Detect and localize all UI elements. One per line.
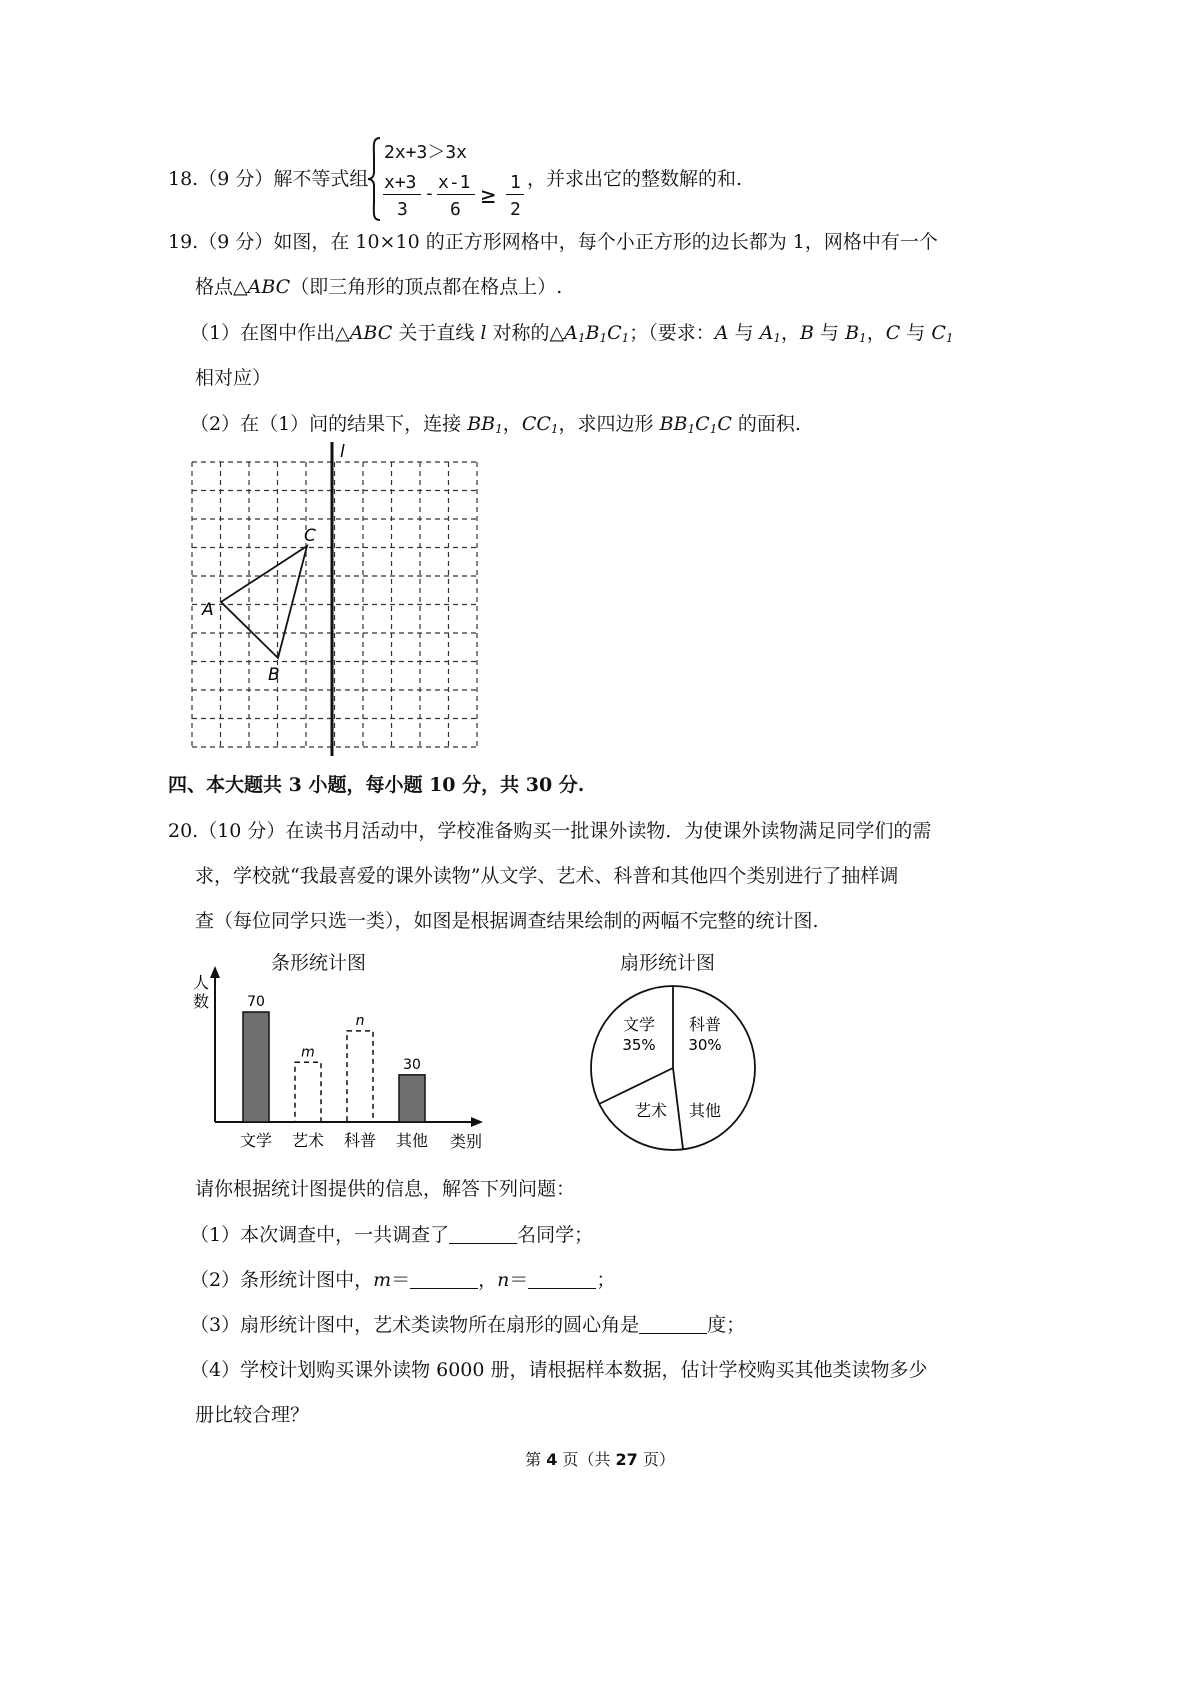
q20-sub-2-comma: ，: [478, 1269, 498, 1291]
bar-category-label-1: 文学: [239, 1131, 273, 1150]
pie-slice-label-4: 艺术: [634, 1101, 668, 1120]
q18-fraction-1-num: x+3: [384, 172, 417, 193]
bar-chart-title: 条形统计图: [271, 952, 367, 974]
q19-p2-c: 的面积.: [731, 413, 801, 435]
pie-slice-label-2: 科普: [688, 1015, 722, 1034]
q19-p1-with-b: 与: [813, 322, 846, 344]
q20-sub-3: [190, 1315, 745, 1335]
q18-fraction-2-num: x-1: [438, 172, 471, 193]
section-4-heading: 四、本大题共 3 小题，每小题 10 分，共 30 分.: [168, 774, 585, 796]
q19-p1-e: 对称的△: [486, 322, 565, 344]
q18-fraction-1-bar: [383, 194, 421, 195]
q18-fraction-3-bar: [506, 194, 524, 195]
q18-fraction-2-den: 6: [450, 199, 461, 220]
x-axis-arrow: [471, 1117, 483, 1127]
pie-divider-bottom: [673, 1068, 683, 1149]
pie-slice-percent-1: 35%: [622, 1036, 656, 1054]
q19-p1-with-a: 与: [728, 322, 760, 344]
footer-page-number: 4: [546, 1450, 558, 1469]
bar-category-label-4: 其他: [395, 1131, 429, 1150]
q18-fraction-3-den: 2: [510, 199, 521, 220]
page-footer: [0, 1447, 1200, 1470]
q18-fraction-1-den: 3: [397, 199, 408, 220]
q20-line-1: 20.（10 分）在读书月活动中，学校准备购买一批课外读物．为使课外读物满足同学们的需: [168, 820, 932, 842]
label-c: C: [304, 526, 316, 546]
label-l: l: [340, 442, 345, 462]
q19-p1-c: 关于直线: [392, 322, 481, 344]
bar-value-label-2: m: [301, 1044, 315, 1061]
q19-p1-tail: ；（要求：: [629, 322, 715, 344]
bar-value-label-4: 30: [403, 1056, 421, 1073]
q18-inequality-1: 2x+3＞3x: [384, 142, 468, 163]
q19-line-2: [195, 278, 562, 297]
q18-fraction-3-num: 1: [510, 172, 521, 193]
q19-part-2: （2）在（1）问的结果下，连接 $BB_1$，$CC_1$，求四边形 $BB_1C_1C$ 的面积.: [190, 413, 801, 436]
bar-value-label-1: 70: [247, 994, 265, 1010]
q20-sub-4-line-2: 册比较合理？: [195, 1404, 310, 1426]
q18-geq: ≥: [481, 181, 496, 209]
q20-sub-1-a: （1）本次调查中，一共调查了: [190, 1224, 450, 1246]
q20-sub-2: [190, 1270, 615, 1290]
answer-blank-m[interactable]: [410, 1270, 478, 1289]
answer-blank-n[interactable]: [528, 1270, 596, 1289]
label-a: A: [202, 600, 214, 620]
grid-lines: [192, 462, 477, 747]
q18-fraction-2-bar: [437, 194, 475, 195]
q19-p1-a: （1）在图中作出△: [190, 322, 350, 344]
q20-sub-2-eq-m: ＝: [391, 1269, 411, 1291]
q20-sub-2-eq-n: ＝: [509, 1269, 529, 1291]
bar-4: [399, 1075, 425, 1122]
bar-3: [347, 1031, 373, 1122]
bar-2: [295, 1062, 321, 1122]
bar-chart: [185, 960, 495, 1160]
pie-divider-left: [599, 1068, 673, 1104]
answer-blank-1[interactable]: [449, 1225, 517, 1244]
bar-1: [243, 1012, 269, 1122]
footer-total-pages: 27: [615, 1450, 638, 1469]
pie-chart: [585, 980, 765, 1160]
answer-blank-3[interactable]: [639, 1315, 707, 1334]
q20-sub-1: [190, 1225, 593, 1245]
q18-minus: -: [424, 183, 435, 204]
q18-label: 18.（9 分）解不等式组: [168, 168, 369, 190]
q19-p2-a: （2）在（1）问的结果下，连接: [190, 413, 468, 435]
q19-p2-b: ，求四边形: [558, 413, 660, 435]
q19-p1-l: l: [480, 322, 487, 344]
pie-chart-title: 扇形统计图: [620, 952, 716, 974]
q19-grid-figure: [180, 440, 500, 760]
q20-line-3: 查（每位同学只选一类），如图是根据调查结果绘制的两幅不完整的统计图.: [195, 910, 819, 932]
footer-prefix: 第: [525, 1450, 547, 1469]
pie-slice-percent-2: 30%: [688, 1036, 722, 1054]
q19-part-1: （1）在图中作出△ABC 关于直线 l 对称的$\triangle A_1B_1C_1$；（要求：A 与 $A_1$，B 与 $B_1$，C 与 $C_1$: [190, 322, 954, 345]
q19-triangle-abc: ABC: [247, 276, 291, 298]
bar-category-label-3: 科普: [343, 1131, 377, 1150]
q19-p1-with-c: 与: [900, 322, 932, 344]
q20-sub-3-b: 度；: [707, 1314, 746, 1336]
y-axis-label-char-1: 人: [193, 973, 210, 992]
q20-sub-2-n: n: [497, 1269, 510, 1291]
footer-suffix: 页）: [637, 1450, 675, 1469]
triangle-abc: [221, 546, 307, 658]
q20-sub-2-end: ；: [596, 1269, 616, 1291]
bar-value-label-3: n: [355, 1012, 365, 1029]
bar-category-label-2: 艺术: [291, 1131, 325, 1150]
q20-intro: 请你根据统计图提供的信息，解答下列问题：: [195, 1178, 576, 1200]
q20-sub-1-b: 名同学；: [517, 1224, 594, 1246]
footer-middle: 页（共: [557, 1450, 616, 1469]
q20-sub-3-a: （3）扇形统计图中，艺术类读物所在扇形的圆心角是: [190, 1314, 640, 1336]
system-brace: [366, 136, 384, 222]
q19-part-1-line-2: 相对应）: [195, 367, 272, 389]
q18-tail: ，并求出它的整数解的和.: [527, 168, 743, 190]
pie-slice-label-3: 其他: [688, 1101, 722, 1120]
q19-line-2-a: 格点△: [195, 276, 248, 298]
q20-line-2: 求，学校就“我最喜爱的课外读物”从文学、艺术、科普和其他四个类别进行了抽样调: [195, 865, 899, 887]
q20-sub-2-m: m: [373, 1269, 392, 1291]
label-b: B: [268, 665, 280, 685]
q20-sub-2-a: （2）条形统计图中，: [190, 1269, 374, 1291]
q19-line-2-c: （即三角形的顶点都在格点上）.: [290, 276, 563, 298]
q19-p1-abc: ABC: [349, 322, 393, 344]
y-axis-arrow: [210, 966, 220, 978]
x-axis-label: 类别: [450, 1132, 483, 1151]
pie-slice-label-1: 文学: [622, 1015, 656, 1034]
q19-line-1: 19.（9 分）如图，在 10×10 的正方形网格中，每个小正方形的边长都为 1，网格中有一个: [168, 231, 938, 253]
q20-sub-4-line-1: （4）学校计划购买课外读物 6000 册，请根据样本数据，估计学校购买其他类读物多少: [190, 1359, 928, 1381]
y-axis-label-char-2: 数: [193, 992, 210, 1011]
